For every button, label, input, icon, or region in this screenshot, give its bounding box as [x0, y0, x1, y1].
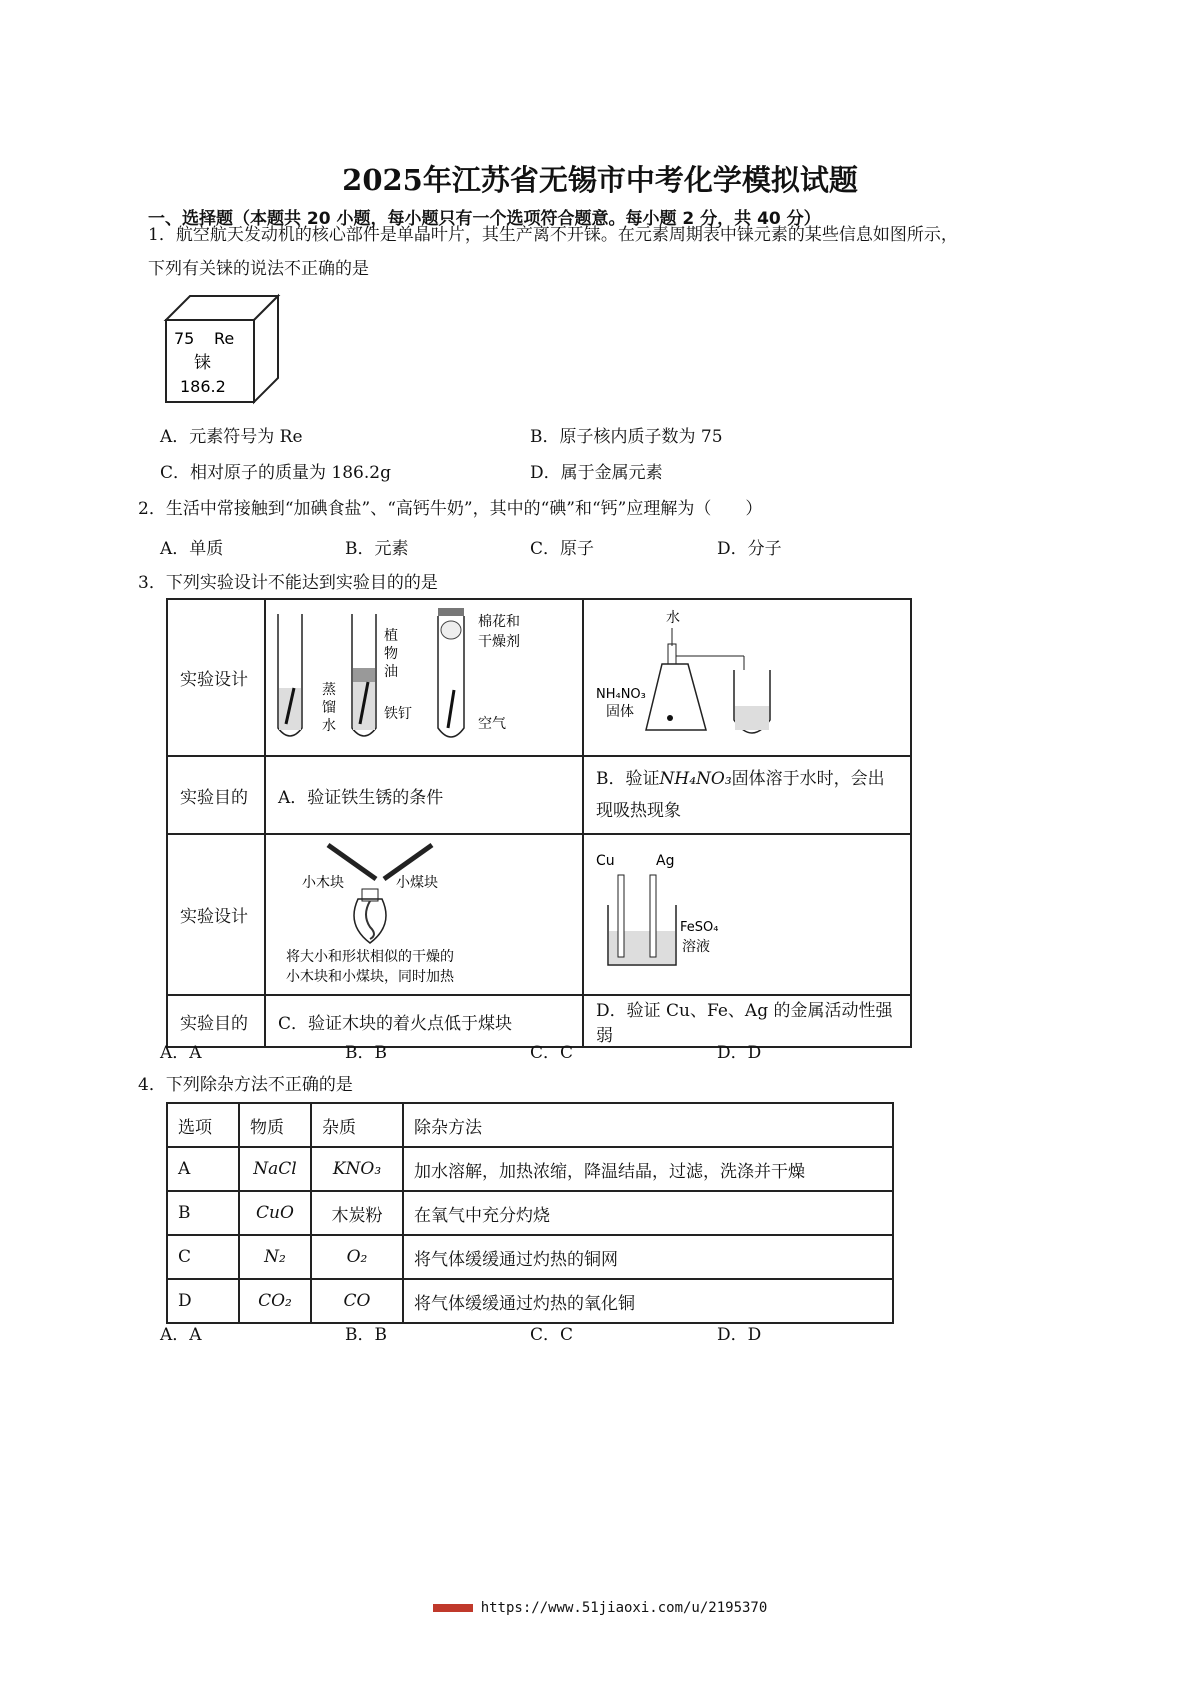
element-number: 75	[174, 329, 195, 348]
q3-table	[166, 598, 912, 1048]
fig-b-solid: 固体	[606, 704, 634, 720]
q1-option-d: D．属于金属元素	[530, 463, 663, 483]
rust-test-figure	[266, 600, 582, 750]
q4-header-substance: 物质	[239, 1103, 311, 1147]
fig-a-cotton: 棉花和	[478, 614, 520, 630]
page-title: 2025年江苏省无锡市中考化学模拟试题	[342, 163, 858, 197]
q3-option-a: A．A	[160, 1043, 202, 1063]
table-row	[167, 1191, 893, 1235]
q2-option-d: D．分子	[717, 539, 782, 559]
fig-a-drier: 干燥剂	[478, 634, 520, 650]
q4-cell-method: 将气体缓缓通过灼热的氧化铜	[403, 1279, 893, 1323]
q4-cell-option: B	[167, 1191, 239, 1235]
q3-fig-d-cell	[583, 834, 911, 995]
footer	[0, 1600, 1200, 1616]
fig-a-nail: 铁钉	[384, 706, 412, 722]
q3-fig-b-cell	[583, 599, 911, 756]
section-heading: 一、选择题（本题共 20 小题，每小题只有一个选项符合题意。每小题 2 分，共 40 分）	[148, 209, 821, 229]
table-row	[167, 1147, 893, 1191]
q4-header-impurity: 杂质	[311, 1103, 403, 1147]
fig-a-water-3: 水	[322, 718, 336, 734]
q4-option-c: C．C	[530, 1325, 574, 1345]
q4-option-d: D．D	[717, 1325, 762, 1345]
q4-cell-option: A	[167, 1147, 239, 1191]
site-logo	[433, 1604, 473, 1612]
q3-row-design-label-2: 实验设计	[167, 834, 265, 995]
fig-d-ag: Ag	[656, 853, 675, 869]
q3-fig-c-cell	[265, 834, 583, 995]
q1-stem-line2: 下列有关铼的说法不正确的是	[148, 259, 369, 279]
fig-d-feso4: FeSO₄	[680, 920, 719, 935]
fig-a-oil-3: 油	[384, 664, 398, 680]
q4-cell-impurity: KNO₃	[311, 1147, 403, 1191]
q4-option-a: A．A	[160, 1325, 202, 1345]
fig-c-note-1: 将大小和形状相似的干燥的	[286, 949, 454, 965]
q3-purpose-c: C．验证木块的着火点低于煤块	[265, 995, 583, 1047]
fig-b-salt: NH₄NO₃	[596, 687, 646, 702]
fig-d-cu: Cu	[596, 853, 615, 869]
fig-c-coal: 小煤块	[396, 875, 438, 891]
q4-option-b: B．B	[345, 1325, 387, 1345]
q4-header-method: 除杂方法	[403, 1103, 893, 1147]
q1-option-a: A．元素符号为 Re	[160, 427, 303, 447]
fig-a-water-1: 蒸	[322, 682, 336, 698]
ignition-figure	[266, 835, 582, 989]
q4-header-option: 选项	[167, 1103, 239, 1147]
element-mass: 186.2	[180, 377, 226, 396]
table-row	[167, 1235, 893, 1279]
element-cell-figure	[162, 292, 292, 407]
q3-option-c: C．C	[530, 1043, 574, 1063]
fig-b-water: 水	[666, 610, 680, 626]
q4-cell-method: 将气体缓缓通过灼热的铜网	[403, 1235, 893, 1279]
fig-d-solution: 溶液	[682, 939, 710, 955]
q3-purpose-d: D．验证 Cu、Fe、Ag 的金属活动性强弱	[583, 995, 911, 1047]
q3-purpose-b-post: 固体溶于水时，会出现吸热现象	[596, 769, 885, 821]
q3-stem: 3．下列实验设计不能达到实验目的的是	[138, 573, 438, 593]
fig-a-oil-1: 植	[384, 628, 398, 644]
table-row	[167, 1279, 893, 1323]
element-name: 铼	[194, 353, 211, 373]
fig-a-air: 空气	[478, 716, 506, 732]
q4-stem: 4．下列除杂方法不正确的是	[138, 1075, 353, 1095]
q2-stem: 2．生活中常接触到“加碘食盐”、“高钙牛奶”，其中的“碘”和“钙”应理解为（ ）	[138, 499, 763, 519]
q3-row-design-label: 实验设计	[167, 599, 265, 756]
q4-cell-substance: CuO	[239, 1191, 311, 1235]
footer-link[interactable]: https://www.51jiaoxi.com/u/2195370	[480, 1600, 768, 1616]
metal-activity-figure	[584, 835, 910, 989]
q3-row-purpose-label-2: 实验目的	[167, 995, 265, 1047]
q4-cell-impurity: CO	[311, 1279, 403, 1323]
q4-cell-impurity: O₂	[311, 1235, 403, 1279]
element-symbol: Re	[214, 329, 235, 348]
dissolution-figure	[584, 600, 910, 750]
q2-option-b: B．元素	[345, 539, 409, 559]
q2-option-a: A．单质	[160, 539, 224, 559]
q4-header-row	[167, 1103, 893, 1147]
q1-stem-line1: 1．航空航天发动机的核心部件是单晶叶片，其生产离不开铼。在元素周期表中铼元素的某些信息如图所示，	[148, 225, 958, 245]
fig-a-water-2: 馏	[322, 700, 336, 716]
q3-purpose-b-pre: B．验证	[596, 769, 660, 789]
q3-purpose-b-formula: NH₄NO₃	[659, 769, 732, 789]
q1-option-c: C．相对原子的质量为 186.2g	[160, 463, 391, 483]
q4-cell-substance: CO₂	[239, 1279, 311, 1323]
q4-cell-substance: N₂	[239, 1235, 311, 1279]
q3-purpose-b	[583, 756, 911, 834]
q4-cell-impurity: 木炭粉	[311, 1191, 403, 1235]
q2-option-c: C．原子	[530, 539, 595, 559]
fig-c-wood: 小木块	[302, 875, 344, 891]
q4-cell-option: C	[167, 1235, 239, 1279]
q3-option-d: D．D	[717, 1043, 762, 1063]
q4-cell-substance: NaCl	[239, 1147, 311, 1191]
q3-fig-a-cell	[265, 599, 583, 756]
q4-cell-method: 在氧气中充分灼烧	[403, 1191, 893, 1235]
q3-option-b: B．B	[345, 1043, 387, 1063]
q3-purpose-a: A．验证铁生锈的条件	[265, 756, 583, 834]
q1-option-b: B．原子核内质子数为 75	[530, 427, 723, 447]
fig-a-oil-2: 物	[384, 646, 398, 662]
q3-row-purpose-label-1: 实验目的	[167, 756, 265, 834]
fig-c-note-2: 小木块和小煤块，同时加热	[286, 969, 454, 985]
q4-cell-method: 加水溶解，加热浓缩，降温结晶，过滤，洗涤并干燥	[403, 1147, 893, 1191]
q4-table	[166, 1102, 894, 1324]
q4-cell-option: D	[167, 1279, 239, 1323]
